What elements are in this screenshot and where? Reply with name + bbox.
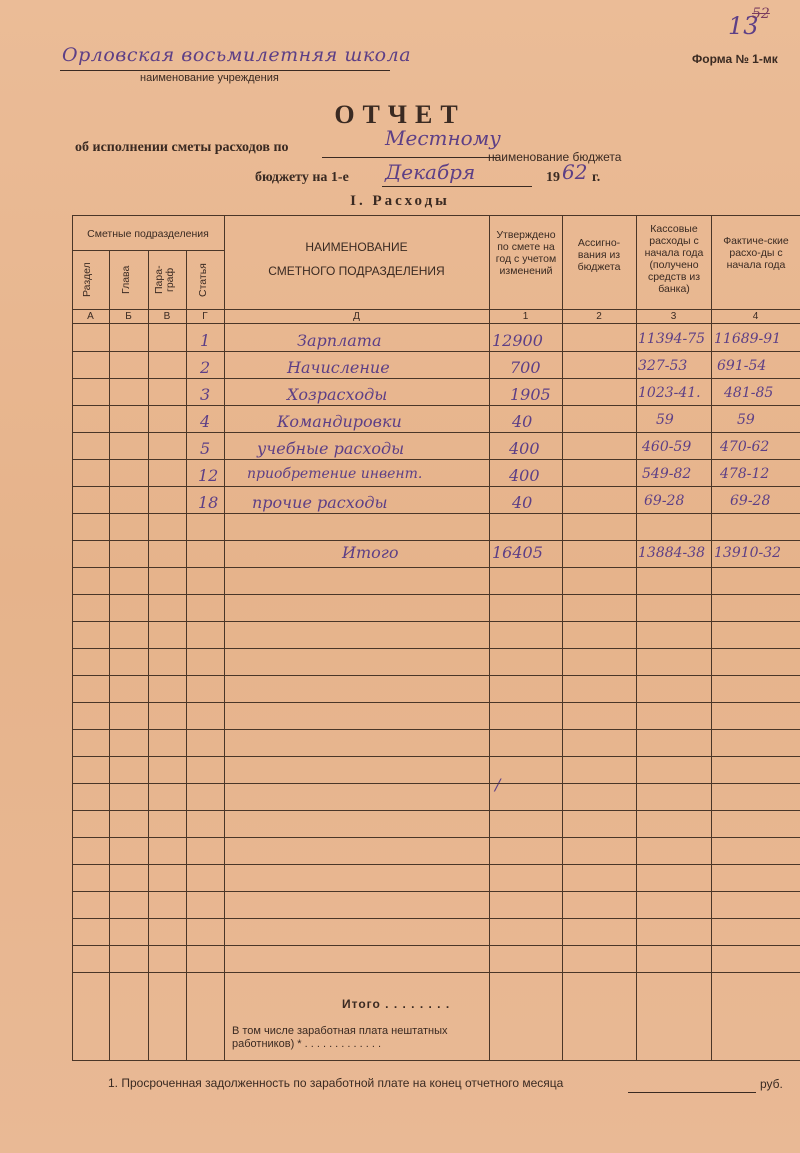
col-letter: Б: [125, 311, 132, 322]
row-rule: [72, 864, 800, 865]
row-article: 18: [198, 493, 219, 512]
row-rule: [72, 432, 800, 433]
budget-caption: наименование бюджета: [488, 150, 622, 164]
year-prefix: 19: [546, 170, 560, 185]
col-divider: [109, 250, 110, 1060]
row-cash: 327-53: [638, 358, 688, 374]
row-rule: [72, 783, 800, 784]
header-cash: Кассовые расходы с начала года (получено средств из банка): [644, 223, 704, 295]
row-name: Зарплата: [297, 331, 382, 350]
row-cash: 59: [656, 412, 674, 428]
report-month: Декабря: [385, 160, 476, 184]
row-rule: [72, 891, 800, 892]
header-razdel: Раздел: [81, 262, 93, 298]
row-approved: 1905: [510, 385, 551, 404]
row-rule: [72, 567, 800, 568]
row-actual: 691-54: [717, 358, 767, 374]
footnote-unit: руб.: [760, 1077, 783, 1091]
row-rule: [72, 729, 800, 730]
row-rule: [72, 810, 800, 811]
institution-caption: наименование учреждения: [140, 72, 279, 84]
row-name: приобретение инвент.: [247, 466, 423, 482]
group-header: Сметные подразделения: [87, 228, 209, 240]
row-article: 1: [200, 331, 211, 350]
row-name: прочие расходы: [252, 493, 388, 512]
col-letter: В: [163, 311, 171, 322]
expenses-table: [72, 215, 800, 1060]
year-suffix: г.: [592, 170, 601, 185]
row-actual: 59: [737, 412, 755, 428]
row-cash: 460-59: [642, 439, 692, 455]
table-border-bottom: [72, 1060, 800, 1061]
row-rule: [72, 972, 800, 973]
total-row-approved: 16405: [492, 543, 543, 562]
section-title: I. Расходы: [350, 193, 450, 209]
row-rule: [72, 756, 800, 757]
row-name: Начисление: [287, 358, 390, 377]
col-letter: 3: [670, 311, 677, 322]
header-paragraf: Пара-граф: [153, 265, 176, 295]
row-rule: [72, 918, 800, 919]
header-glava: Глава: [120, 265, 132, 295]
date-prefix: бюджету на 1-е: [255, 170, 349, 185]
footnote-underline: [628, 1092, 756, 1093]
header-approved: Утверждено по смете на год с учетом изменений: [495, 229, 557, 277]
row-rule: [72, 378, 800, 379]
header-statya: Статья: [197, 263, 209, 297]
row-rule: [72, 945, 800, 946]
row-actual: 11689-91: [714, 331, 782, 347]
col-letter: 1: [522, 311, 529, 322]
institution-underline: [60, 70, 390, 71]
row-article: 2: [200, 358, 211, 377]
col-divider: [636, 215, 637, 1060]
row-article: 3: [200, 385, 211, 404]
row-name: учебные расходы: [257, 439, 405, 458]
row-cash: 1023-41.: [638, 385, 701, 401]
header-line: [72, 309, 800, 310]
row-rule: [72, 621, 800, 622]
budget-name: Местному: [385, 126, 501, 150]
form-label: Форма № 1-мк: [692, 52, 778, 66]
name-header-1: НАИМЕНОВАНИЕ: [305, 240, 408, 254]
header-assignments: Ассигно-вания из бюджета: [577, 237, 621, 273]
page-number-crossed: 52: [752, 6, 770, 22]
report-title: ОТЧЕТ: [334, 100, 466, 129]
row-rule: [72, 351, 800, 352]
row-approved: 400: [509, 439, 540, 458]
row-approved: 40: [512, 493, 533, 512]
row-name: Командировки: [277, 412, 402, 431]
row-approved: 40: [512, 412, 533, 431]
row-actual: 470-62: [720, 439, 770, 455]
row-rule: [72, 513, 800, 514]
col-letter: 4: [752, 311, 759, 322]
table-border-left: [72, 215, 73, 1060]
row-rule: [72, 486, 800, 487]
pencil-mark: /: [495, 775, 501, 794]
header-actual: Фактиче-ские расхо-ды с начала года: [723, 235, 789, 271]
row-rule: [72, 405, 800, 406]
table-border-top: [72, 215, 800, 216]
row-name: Хозрасходы: [287, 385, 388, 404]
row-approved: 12900: [492, 331, 543, 350]
col-divider: [148, 250, 149, 1060]
col-divider: [224, 215, 225, 1060]
row-rule: [72, 594, 800, 595]
row-rule: [72, 837, 800, 838]
col-divider: [711, 215, 712, 1060]
total-row-actual: 13910-32: [714, 545, 782, 561]
month-underline: [382, 186, 532, 187]
row-approved: 700: [510, 358, 541, 377]
row-cash: 549-82: [642, 466, 692, 482]
col-divider: [186, 250, 187, 1060]
row-actual: 478-12: [720, 466, 770, 482]
col-letter: Г: [202, 311, 208, 322]
total-row-name: Итого: [342, 543, 399, 562]
row-rule: [72, 702, 800, 703]
row-article: 12: [198, 466, 219, 485]
col-divider: [562, 215, 563, 1060]
row-rule: [72, 540, 800, 541]
row-approved: 400: [509, 466, 540, 485]
col-divider: [489, 215, 490, 1060]
report-year: 62: [562, 160, 588, 184]
footnote: 1. Просроченная задолженность по заработной плате на конец отчетного месяца: [108, 1076, 564, 1090]
incl-label: В том числе заработная плата нештатных работников) * . . . . . . . . . . . . .: [232, 1025, 448, 1050]
subtitle-prefix: об исполнении сметы расходов по: [75, 140, 289, 155]
col-letter: А: [87, 311, 94, 322]
budget-underline: [322, 157, 500, 158]
row-cash: 11394-75: [638, 331, 706, 347]
group-header-line: [72, 250, 224, 251]
col-letter: 2: [596, 311, 602, 322]
letters-line: [72, 323, 800, 324]
row-article: 4: [200, 412, 211, 431]
row-rule: [72, 675, 800, 676]
institution-name: Орловская восьмилетняя школа: [62, 44, 412, 66]
row-actual: 69-28: [730, 493, 771, 509]
page-number: 13: [728, 12, 759, 40]
name-header-2: СМЕТНОГО ПОДРАЗДЕЛЕНИЯ: [268, 264, 445, 278]
row-actual: 481-85: [724, 385, 774, 401]
total-label: Итого . . . . . . . .: [342, 997, 451, 1011]
row-rule: [72, 459, 800, 460]
row-article: 5: [200, 439, 211, 458]
total-row-cash: 13884-38: [638, 545, 706, 561]
row-cash: 69-28: [644, 493, 685, 509]
row-rule: [72, 648, 800, 649]
col-letter: Д: [353, 311, 360, 322]
